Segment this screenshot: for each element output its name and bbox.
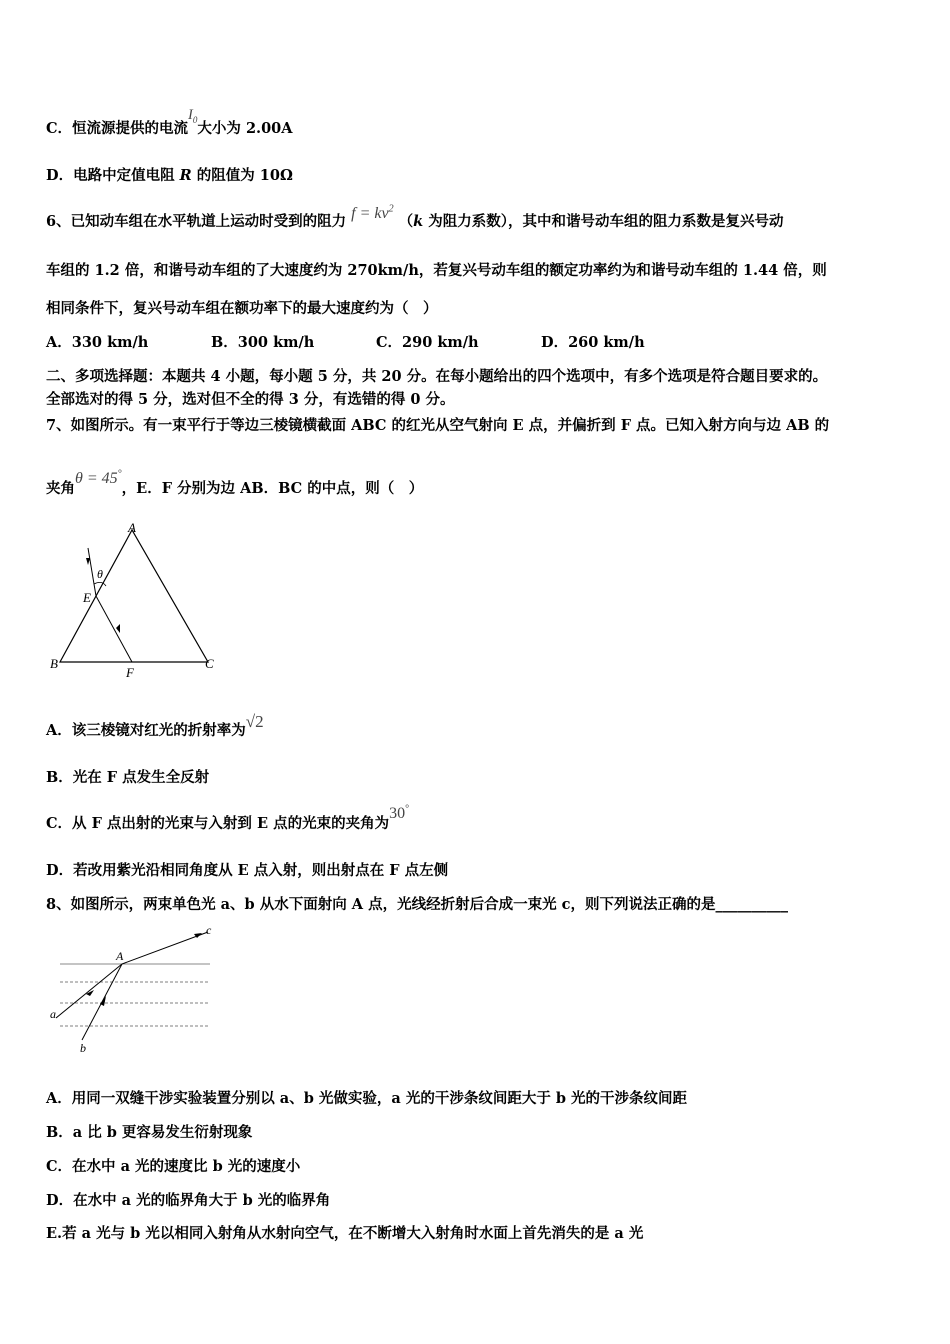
q8-option-c: C．在水中 a 光的速度比 b 光的速度小 (46, 1158, 301, 1175)
drag-formula: $f = kv^2$ (351, 203, 394, 222)
q8-option-e: E.若 a 光与 b 光以相同入射角从水射向空气，在不断增大入射角时水面上首先消失的是 a 光 (46, 1225, 644, 1242)
q7-option-a: A．该三棱镜对红光的折射率为√2 (46, 712, 264, 739)
q5-option-d: D．电路中定值电阻 R 的阻值为 10Ω (46, 167, 293, 184)
point-a-label: A (116, 949, 124, 963)
q6-stem-line3: 相同条件下，复兴号动车组在额功率下的最大速度约为（ ） (46, 300, 438, 317)
ray-b-label: b (80, 1041, 86, 1055)
vertex-c-label: C (205, 656, 214, 671)
refracted-arrow (116, 624, 120, 633)
angle-formula: θ = 45° (75, 468, 122, 487)
ray-c (122, 932, 208, 964)
sqrt2-formula: √2 (245, 712, 264, 731)
point-e-label: E (83, 590, 91, 605)
q6-stem-line1: 6、已知动车组在水平轨道上运动时受到的阻力 $f = kv^2$ （k 为阻力系数），其中和谐号动车组的阻力系数是复兴号动 (46, 203, 784, 230)
q8-option-d: D．在水中 a 光的临界角大于 b 光的临界角 (46, 1192, 331, 1209)
q7-option-c: C．从 F 点出射的光束与入射到 E 点的光束的夹角为30° (46, 803, 410, 832)
incident-arrow (86, 558, 90, 565)
vertex-b-label: B (50, 656, 58, 671)
ray-a (56, 964, 122, 1018)
angle30-formula: 30° (389, 803, 410, 822)
ray-a-label: a (50, 1007, 56, 1021)
q7-stem-line1: 7、如图所示。有一束平行于等边三棱镜横截面 ABC 的红光从空气射向 E 点，并偏折到 F 点。已知入射方向与边 AB 的 (46, 417, 830, 434)
q8-option-a: A．用同一双缝干涉实验装置分别以 a、b 光做实验，a 光的干涉条纹间距大于 b 光的干涉条纹间距 (46, 1090, 688, 1107)
q6-option-b: B．300 km/h (211, 334, 315, 351)
theta-label: θ (97, 567, 103, 581)
q8-option-b: B．a 比 b 更容易发生衍射现象 (46, 1124, 253, 1141)
q6-option-c: C．290 km/h (376, 334, 479, 351)
q7-option-d: D．若改用紫光沿相同角度从 E 点入射，则出射点在 F 点左侧 (46, 862, 449, 879)
refracted-ray (96, 596, 132, 662)
refraction-figure (44, 922, 224, 1058)
point-f-label: F (126, 665, 134, 680)
q8-stem: 8、如图所示，两束单色光 a、b 从水下面射向 A 点，光线经折射后合成一束光 c，则下列说法正确的是__________ (46, 896, 788, 913)
q7-option-b: B．光在 F 点发生全反射 (46, 769, 210, 786)
angle-arc (94, 582, 106, 586)
q6-stem-line2: 车组的 1.2 倍，和谐号动车组的了大速度约为 270km/h，若复兴号动车组的额定功率约为和谐号动车组的 1.44 倍，则 (46, 262, 827, 279)
q6-option-a: A．330 km/h (46, 334, 149, 351)
vertex-a-label: A (128, 520, 136, 535)
current-symbol: $I_0$ (188, 107, 198, 125)
prism-figure (40, 520, 230, 682)
section2-header-line1: 二、多项选择题：本题共 4 小题，每小题 5 分，共 20 分。在每小题给出的四个选项中，有多个选项是符合题目要求的。 (46, 368, 828, 385)
q7-stem-line2: 夹角θ = 45°，E．F 分别为边 AB．BC 的中点，则（ ） (46, 468, 424, 497)
incident-ray (88, 548, 96, 596)
section2-header-line2: 全部选对的得 5 分，选对但不全的得 3 分，有选错的得 0 分。 (46, 391, 455, 408)
q5-option-c: C．恒流源提供的电流$I_0$大小为 2.00A (46, 107, 293, 137)
q6-options (46, 331, 706, 352)
ray-c-label: c (206, 923, 212, 937)
q6-option-d: D．260 km/h (541, 334, 645, 351)
